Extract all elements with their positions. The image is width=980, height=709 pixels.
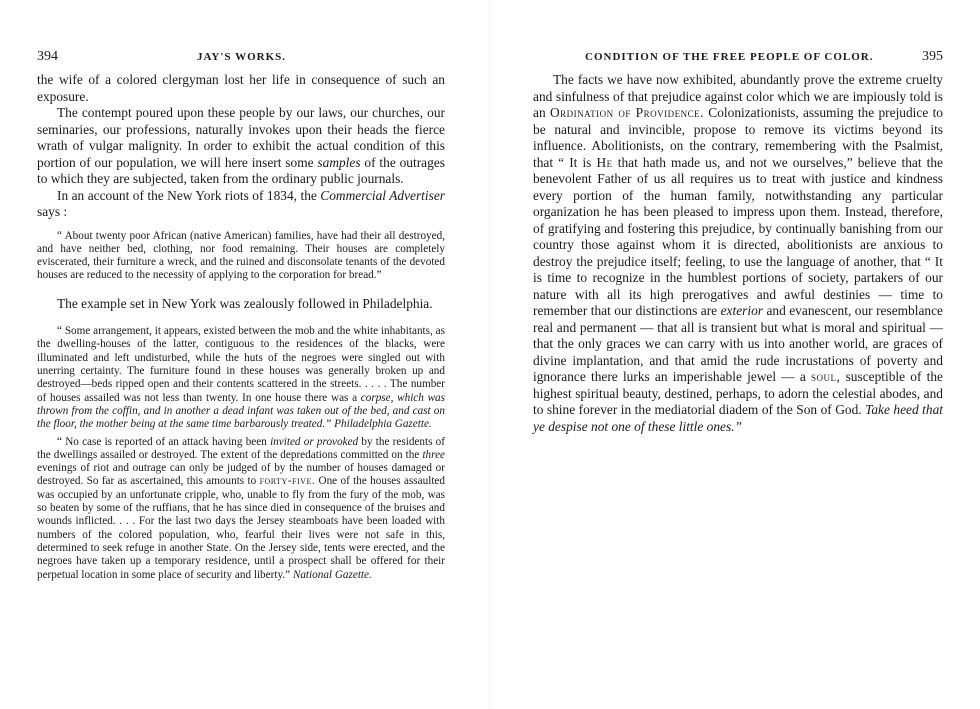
right-body bbox=[533, 72, 943, 435]
quote-commercial-advertiser: “ About twenty poor African (native American) families, have had their all destroyed, and have neither bed, clothing, nor food remaining. Their houses are completely eviscerated, their furniture a wreck, and the ruined and disconsolate tenants of the devoted houses are reduced to the necessity of applying to the corporation for bread.” bbox=[37, 229, 445, 282]
small-caps-soul: soul, bbox=[811, 369, 841, 384]
right-running-title: CONDITION OF THE FREE PEOPLE OF COLOR. bbox=[585, 51, 874, 63]
paragraph-conclusion: The facts we have now exhibited, abundantly prove the extreme cruelty and sinfulness of that prejudice against color which we are impiously told is an Ordination of Providence. Colonizationists, assuming the prejudice to be natural and invincible, propose to remove its victims beyond its influence. Abolitionists, on the contrary, remembering with the Psalmist, that “ It is He that hath made us, and not we ourselves,” believe that the benevolent Father of us all requires us to treat with justice and kindness every portion of the human family, notwithstanding any particular organization he has been pleased to impress upon them. Instead, therefore, of gratifying and fostering this prejudice, by continually banishing from our country those against whom it is directed, abolitionists are anxious to destroy the prejudice itself; feeling, to use the language of another, that “ It is time to recognize in the humblest portions of society, partakers of our nature with all its high prerogatives and awful destinies — time to remember that our distinctions are exterior and evanescent, our resemblance real and permanent — that all is transient but what is moral and spiritual — that the only graces we can carry with us into another world, are graces of divine implantation, and that amid the rude incrustations of poverty and ignorance there lurks an imperishable jewel — a soul, susceptible of the highest spiritual beauty, destined, perhaps, to adorn the celestial abodes, and to shine forever in the mediatorial diadem of the Son of God. Take heed that ye despise not one of these little ones.” bbox=[533, 72, 943, 434]
emphasis-invited: invited or provoked bbox=[270, 435, 359, 448]
right-page bbox=[490, 0, 980, 709]
emphasis-corpse: corpse, which was thrown from the coffin, and in another a dead infant was taken out of the bed, and cast on the floor, the mother being at the same time barbarously treated.” Philadelphia Gazette. bbox=[37, 391, 445, 431]
emphasis-commercial-advertiser: Commercial Advertiser bbox=[320, 187, 445, 203]
emphasis-samples: samples bbox=[317, 154, 361, 170]
emphasis-take-heed: Take heed that ye despise not one of these little ones.” bbox=[533, 402, 943, 434]
paragraph-philadelphia: The example set in New York was zealously followed in Philadelphia. bbox=[57, 295, 433, 311]
source-national-gazette: National Gazette. bbox=[292, 568, 372, 581]
small-caps-ordination: Ordination of Providence. bbox=[549, 105, 704, 120]
emphasis-exterior: exterior bbox=[720, 303, 763, 318]
emphasis-three: three bbox=[422, 448, 446, 461]
paragraph-contempt: The contempt poured upon these people by our laws, our churches, our seminaries, our professions, naturally invokes upon their heads the fierce wrath of vulgar malignity. In order to exhibit the actual condition of this portion of our population, we will here insert some samples of the outrages to which they are subjected, taken from the ordinary public journals. bbox=[37, 105, 445, 186]
left-page-number: 394 bbox=[37, 49, 58, 64]
quote-national-gazette: “ No case is reported of an attack having been invited or provoked by the residents of the dwellings assailed or destroyed. The extent of the depredations committed on the three evenings of riot and outrage can only be judged of by the number of houses damaged or destroyed. So far as ascertained, this amounts to forty-five. One of the houses assaulted was occupied by an unfortunate cripple, who, unable to fly from the fury of the mob, was so beaten by some of the ruffians, that he has since died in consequence of the bruises and wounds inflicted. . . . For the last two days the Jersey steamboats have been loaded with numbers of the colored population, who, fearful their lives were not safe in this, determined to seek refuge in another State. On the Jersey side, tents were erected, and the negroes have taken up a temporary residence, until a prospect shall be offered for their perpetual location in some place of security and liberty.” National Gazette. bbox=[37, 435, 446, 581]
small-caps-he: He bbox=[596, 154, 613, 170]
left-running-head bbox=[37, 49, 447, 65]
left-running-title: JAY'S WORKS. bbox=[197, 51, 287, 63]
right-page-number: 395 bbox=[922, 49, 943, 64]
quote-philadelphia-gazette: “ Some arrangement, it appears, existed between the mob and the white inhabitants, as the dwelling-houses of the latter, contiguous to the residences of the blacks, were illuminated and left undisturbed, while the huts of the negroes were singled out with unerring certainty. The furniture found in these houses was generally broken up and destroyed—beds ripped open and their contents scattered in the streets. . . . . The number of houses assailed was not less than twenty. In one house there was a corpse, which was thrown from the coffin, and in another a dead infant was taken out of the bed, and cast on the floor, the mother being at the same time barbarously treated.” Philadelphia Gazette. bbox=[37, 325, 445, 431]
right-running-head bbox=[585, 49, 943, 65]
paragraph-ny-riots: In an account of the New York riots of 1834, the Commercial Advertiser says : bbox=[37, 187, 445, 219]
small-caps-forty-five: forty-five. bbox=[259, 475, 316, 488]
left-body bbox=[37, 72, 445, 582]
paragraph-exposure: the wife of a colored clergyman lost her life in consequence of such an exposure. bbox=[37, 72, 445, 104]
